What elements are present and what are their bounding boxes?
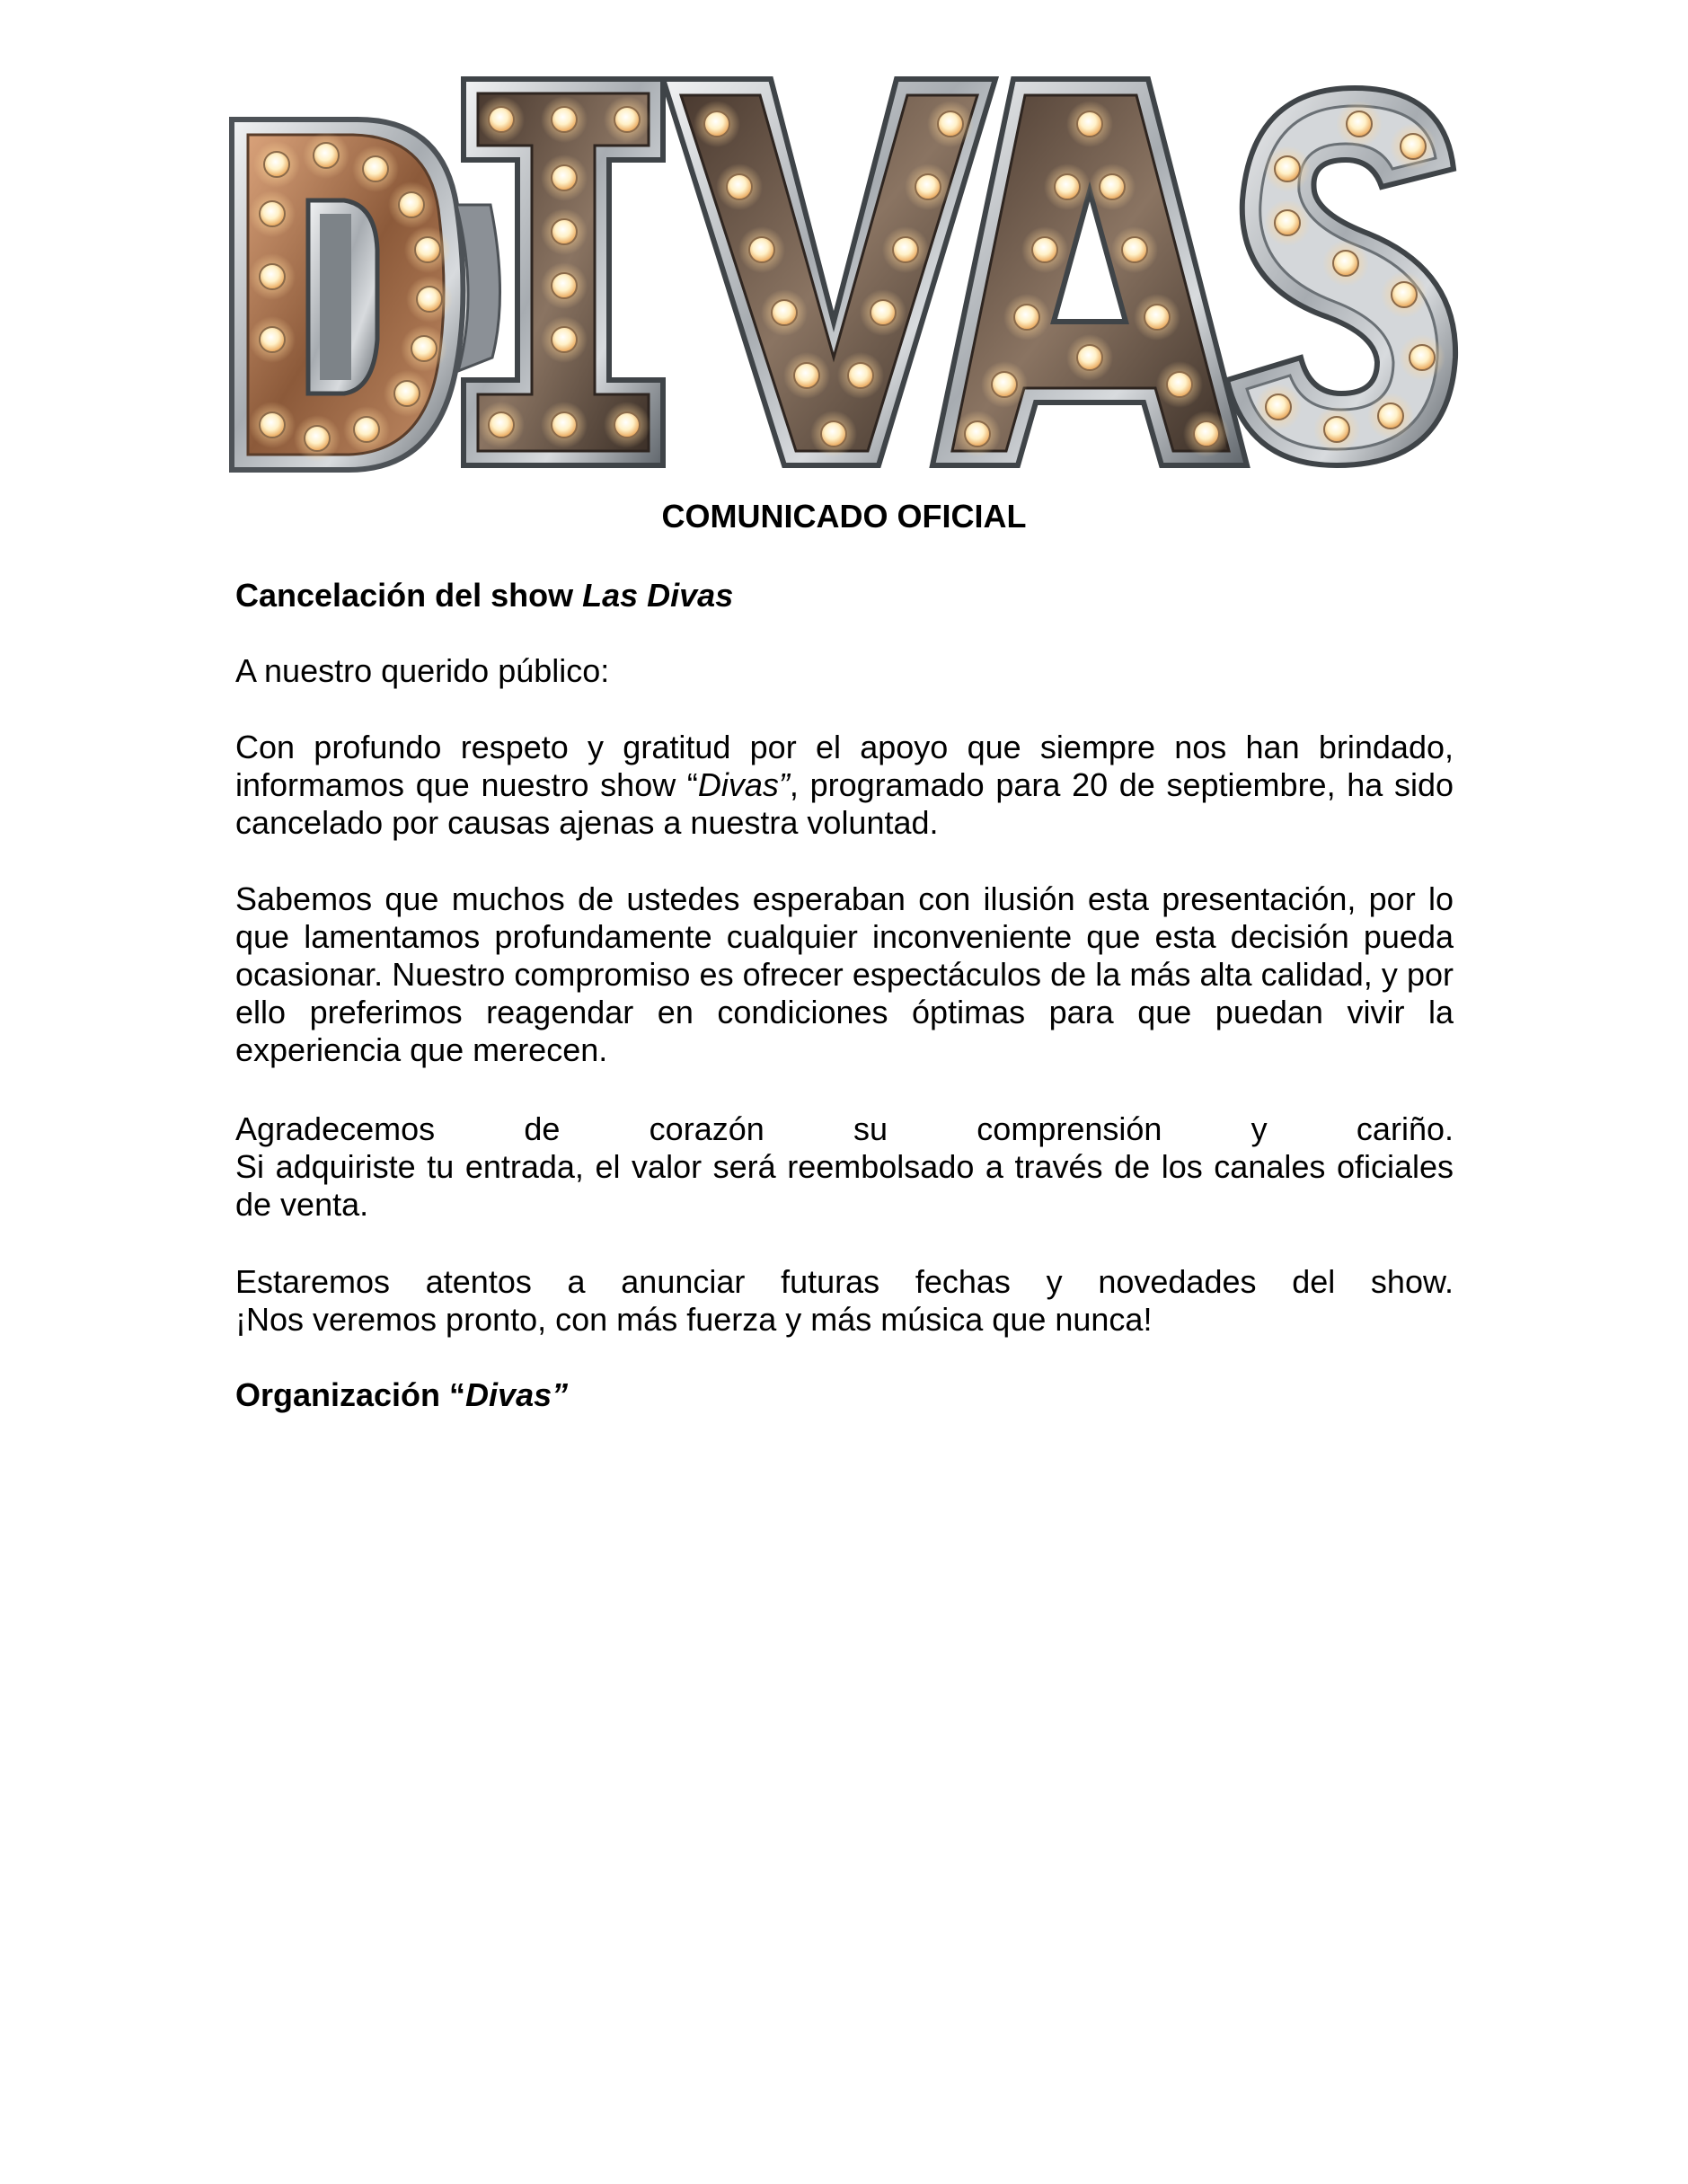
marquee-bulb [417,287,442,312]
marquee-bulb [1275,210,1300,235]
marquee-bulb [1077,111,1102,137]
marquee-bulb [1275,156,1300,181]
marquee-bulb [1410,345,1435,370]
marquee-bulb [489,107,514,132]
marquee-bulb [1378,403,1403,429]
marquee-bulb [1144,305,1170,330]
paragraph4-line1: Estaremos atentos a anunciar futuras fechas y novedades del show. [235,1263,1454,1300]
paragraph1-part1: Con profundo respeto y gratitud por el apoyo que siempre nos han brindado, informamos que nuestro show “ [235,729,1454,803]
marquee-bulb [1167,372,1192,397]
paragraph-future-dates [235,1263,1454,1339]
marquee-bulb [992,372,1017,397]
marquee-bulb [552,412,577,438]
marquee-bulb [1324,417,1349,442]
paragraph1-part2: , programado para 20 de septiembre, ha sido cancelado por causas ajenas a nuestra voluntad. [235,766,1454,841]
marquee-bulb [1122,237,1147,262]
paragraph-apology: Sabemos que muchos de ustedes esperaban con ilusión esta presentación, por lo que lamentamos profundamente cualquier inconveniente que esta decisión pueda ocasionar. Nuestro compromiso es ofrecer espectáculos de la más alta calidad, y por ello preferimos reagendar en condiciones óptimas para que puedan vivir la experiencia que merecen. [235,880,1454,1068]
marquee-bulb [552,107,577,132]
marquee-bulb [1266,394,1291,420]
marquee-bulb [305,426,330,451]
marquee-bulb [871,300,896,325]
divas-marquee-logo [223,70,1463,492]
greeting: A nuestro querido público: [235,652,610,689]
marquee-bulb [260,264,285,289]
marquee-bulb [552,219,577,244]
marquee-bulb [965,421,990,447]
marquee-bulb [415,237,440,262]
subject-prefix: Cancelación del show [235,577,583,614]
marquee-bulb [394,381,420,406]
paragraph-refund [235,1110,1454,1224]
subject-line [235,577,1454,615]
marquee-bulb [354,417,379,442]
marquee-bulb [794,363,819,388]
marquee-bulb [704,111,729,137]
paragraph3-line2: Si adquiriste tu entrada, el valor será reembolsado a través de los canales oficiales de venta. [235,1148,1454,1223]
marquee-bulb [1392,282,1417,307]
marquee-bulb [1194,421,1219,447]
signature [235,1376,1454,1414]
divas-logo-graphic [223,70,1463,492]
marquee-bulb [314,143,339,168]
marquee-bulb [552,165,577,190]
marquee-bulb [915,174,941,199]
marquee-bulb [489,412,514,438]
marquee-bulb [552,273,577,298]
paragraph3-line1: Agradecemos de corazón su comprensión y cariño. [235,1110,1454,1147]
paragraph4-line2: ¡Nos veremos pronto, con más fuerza y más música que nunca! [235,1301,1153,1338]
signature-name: Divas” [465,1376,569,1413]
marquee-bulb [727,174,752,199]
marquee-bulb [399,192,424,217]
marquee-bulb [1032,237,1057,262]
signature-prefix: Organización “ [235,1376,466,1413]
paragraph-cancellation [235,729,1454,842]
marquee-bulb [1347,111,1372,137]
marquee-bulb [1100,174,1125,199]
marquee-bulb [893,237,918,262]
marquee-bulb [264,152,289,177]
marquee-bulb [772,300,797,325]
marquee-bulb [1014,305,1039,330]
marquee-bulb [1333,251,1358,276]
marquee-bulb [411,336,437,361]
marquee-bulb [363,156,388,181]
marquee-bulb [260,327,285,352]
marquee-bulb [552,327,577,352]
subject-show-name: Las Divas [582,577,734,614]
marquee-bulb [938,111,963,137]
marquee-bulb [848,363,873,388]
marquee-bulb [1401,134,1426,159]
document-title: COMUNICADO OFICIAL [661,498,1027,535]
marquee-bulb [1077,345,1102,370]
marquee-bulb [614,412,640,438]
marquee-bulb [821,421,846,447]
marquee-bulb [260,201,285,226]
marquee-bulb [260,412,285,438]
marquee-bulb [614,107,640,132]
marquee-bulb [749,237,774,262]
marquee-bulb [1055,174,1080,199]
paragraph1-show-name: Divas” [697,766,790,803]
